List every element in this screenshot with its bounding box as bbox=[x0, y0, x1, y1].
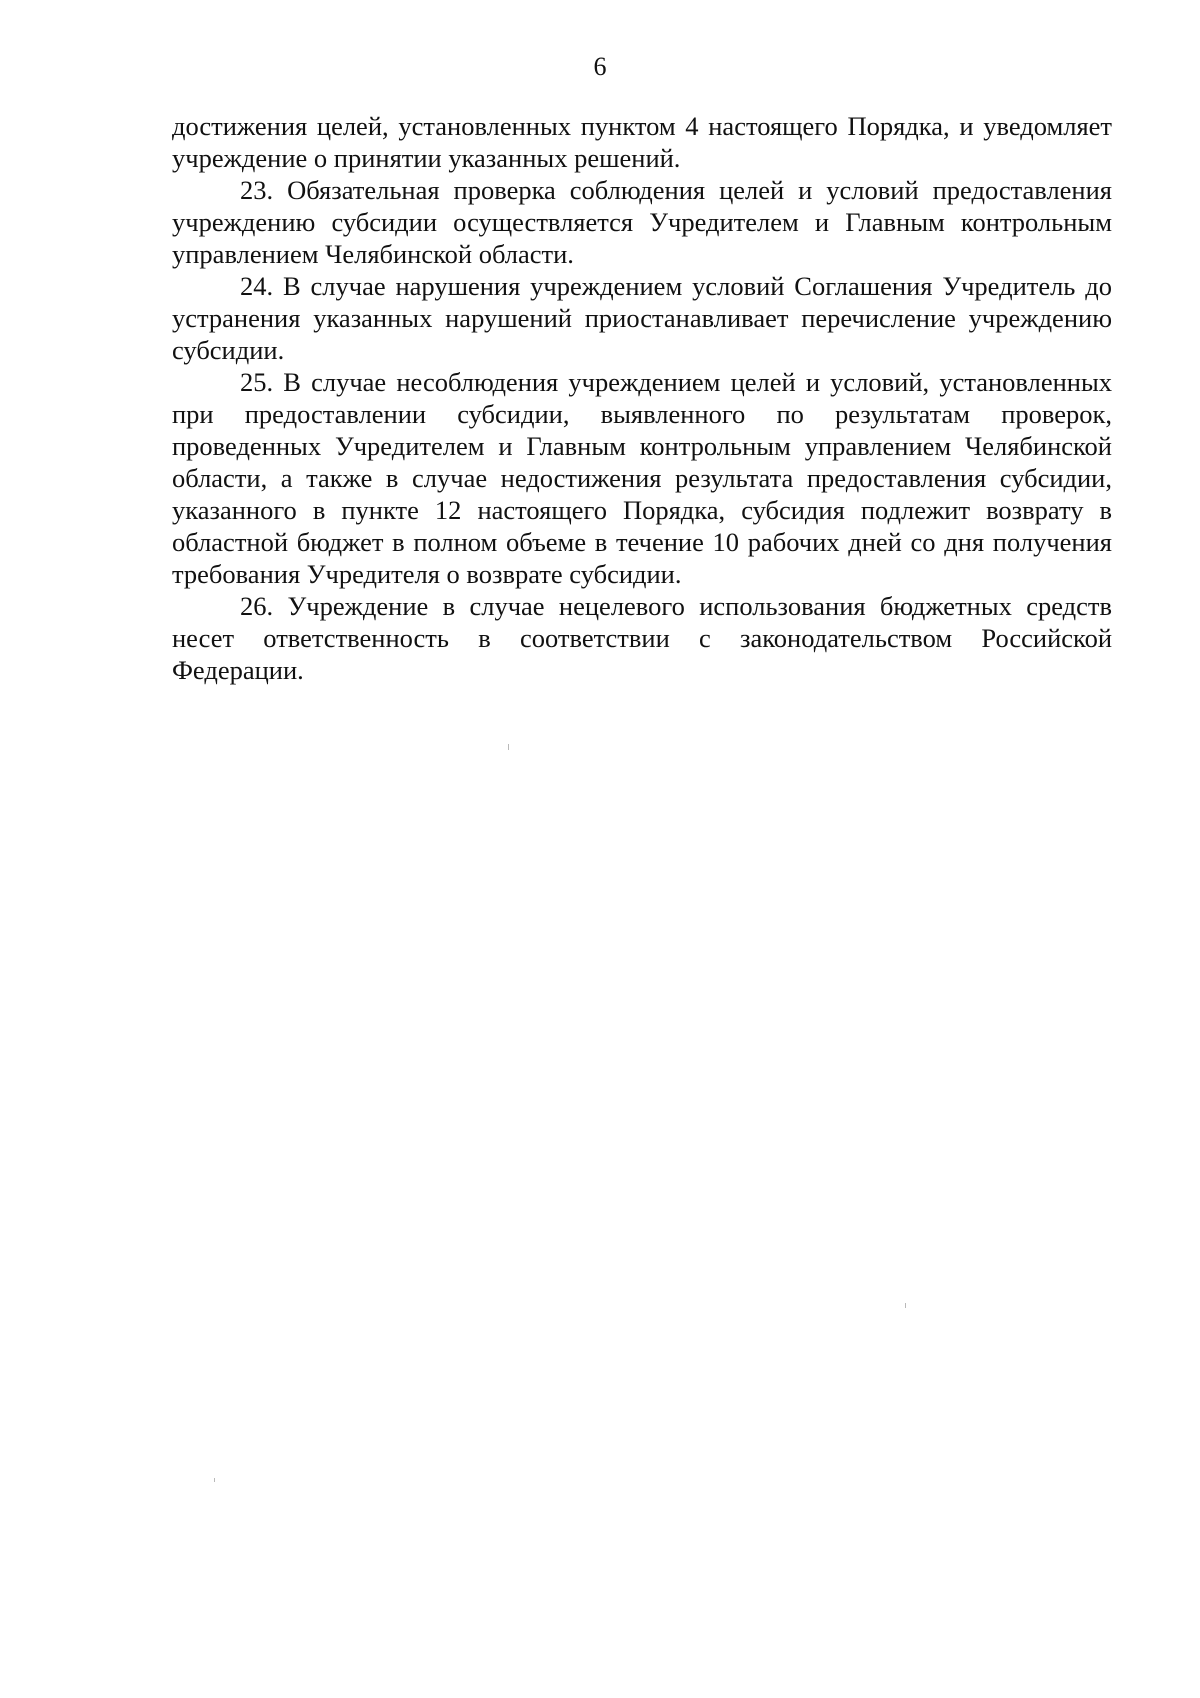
paragraph-24: 24. В случае нарушения учреждением условий Соглашения Учредитель до устранения указанных нарушений приостанавливает перечисление учреждению субсидии. bbox=[172, 271, 1112, 365]
scan-mark bbox=[214, 1478, 215, 1482]
scan-mark bbox=[508, 744, 509, 750]
paragraph-continuation: достижения целей, установленных пунктом 4 настоящего Порядка, и уведомляет учреждение о принятии указанных решений. bbox=[172, 111, 1112, 173]
paragraph-23: 23. Обязательная проверка соблюдения целей и условий предоставления учреждению субсидии осуществляется Учредителем и Главным контрольным управлением Челябинской области. bbox=[172, 175, 1112, 269]
paragraph-25: 25. В случае несоблюдения учреждением целей и условий, установленных при предоставлении субсидии, выявленного по результатам проверок, проведенных Учредителем и Главным контрольным управлением Челябинской области, а также в случае недостижения результата предоставления субсидии, указанного в пункте 12 настоящего Порядка, субсидия подлежит возврату в областной бюджет в полном объеме в течение 10 рабочих дней со дня получения требования Учредителя о возврате субсидии. bbox=[172, 367, 1112, 589]
paragraph-26: 26. Учреждение в случае нецелевого использования бюджетных средств несет ответственность в соответствии с законодательством Российской Федерации. bbox=[172, 591, 1112, 685]
scan-mark bbox=[905, 1303, 906, 1308]
page-number: 6 bbox=[593, 52, 607, 81]
document-body bbox=[172, 110, 1112, 686]
